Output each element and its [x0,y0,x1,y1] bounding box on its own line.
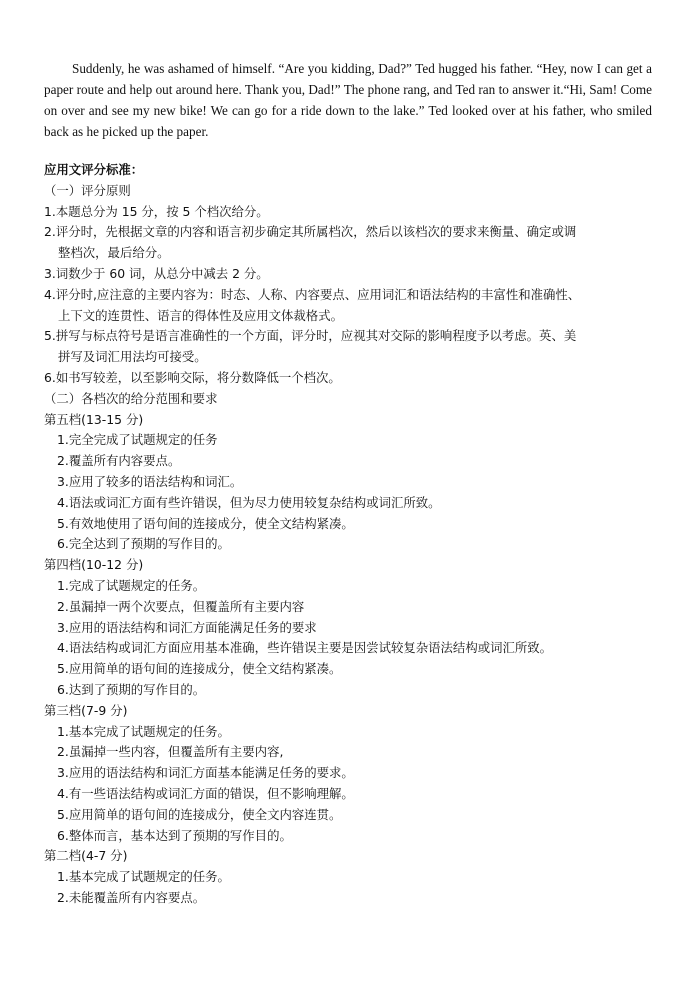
level-item: 1.完全完成了试题规定的任务 [57,432,218,448]
level-item: 4.有一些语法结构或词汇方面的错误，但不影响理解。 [57,785,354,801]
principle-item: 1.本题总分为 15 分，按 5 个档次给分。 [44,203,269,219]
level-item: 1.基本完成了试题规定的任务。 [57,869,230,885]
level-item: 2.未能覆盖所有内容要点。 [57,889,206,905]
level-item: 2.虽漏掉一些内容，但覆盖所有主要内容, [57,744,284,760]
principle-item: 4.评分时,应注意的主要内容为：时态、人称、内容要点、应用词汇和语法结构的丰富性和准确性、 [44,286,581,302]
principle-item: 3.词数少于 60 词，从总分中减去 2 分。 [44,265,269,281]
level-item: 1.基本完成了试题规定的任务。 [57,723,230,739]
level-item: 3.应用的语法结构和词汇方面能满足任务的要求 [57,619,317,635]
level-item: 4.语法或词汇方面有些许错误，但为尽力使用较复杂结构或词汇所致。 [57,494,441,510]
level-heading: 第四档(10-12 分) [44,557,144,573]
levels-title: （二）各档次的给分范围和要求 [44,390,218,406]
principle-item-continued: 上下文的连贯性、语言的得体性及应用文体裁格式。 [58,307,343,323]
level-item: 3.应用了较多的语法结构和词汇。 [57,473,243,489]
level-item: 2.虽漏掉一两个次要点，但覆盖所有主要内容 [57,598,305,614]
story-paragraph: Suddenly, he was ashamed of himself. “Are you kidding, Dad?” Ted hugged his father. “Hey, now I can get a paper route and help out around here. Thank you, Dad!” The phone rang, and Ted ran to answer it.“Hi, Sam! Come on over and see my new bike! We can go for a ride down to the lake.” Ted looked over at his father, who smiled back as he picked up the paper. [44,61,652,139]
level-item: 3.应用的语法结构和词汇方面基本能满足任务的要求。 [57,765,354,781]
level-item: 4.语法结构或词汇方面应用基本准确，些许错误主要是因尝试较复杂语法结构或词汇所致。 [57,640,553,656]
level-item: 6.完全达到了预期的写作目的。 [57,536,230,552]
rubric-heading: 应用文评分标准： [44,162,144,177]
level-item: 1.完成了试题规定的任务。 [57,577,206,593]
rubric-section [44,160,664,909]
level-item: 6.整体而言，基本达到了预期的写作目的。 [57,827,292,843]
principle-item: 2.评分时，先根据文章的内容和语言初步确定其所属档次，然后以该档次的要求来衡量、确定或调 [44,224,577,240]
principle-item: 6.如书写较差，以至影响交际，将分数降低一个档次。 [44,369,341,385]
level-item: 6.达到了预期的写作目的。 [57,681,206,697]
level-item: 5.应用简单的语句间的连接成分，使全文结构紧凑。 [57,661,342,677]
principle-item-continued: 整档次，最后给分。 [58,245,170,261]
level-heading: 第三档(7-9 分) [44,702,128,718]
principle-item-continued: 拼写及词汇用法均可接受。 [58,349,207,365]
principles-title: （一）评分原则 [44,182,131,198]
level-heading: 第五档(13-15 分) [44,411,144,427]
level-item: 5.应用简单的语句间的连接成分，使全文内容连贯。 [57,806,342,822]
level-item: 5.有效地使用了语句间的连接成分，使全文结构紧凑。 [57,515,354,531]
principle-item: 5.拼写与标点符号是语言准确性的一个方面，评分时，应视其对交际的影响程度予以考虑。英、美 [44,328,577,344]
level-item: 2.覆盖所有内容要点。 [57,453,181,469]
level-heading: 第二档(4-7 分) [44,848,128,864]
